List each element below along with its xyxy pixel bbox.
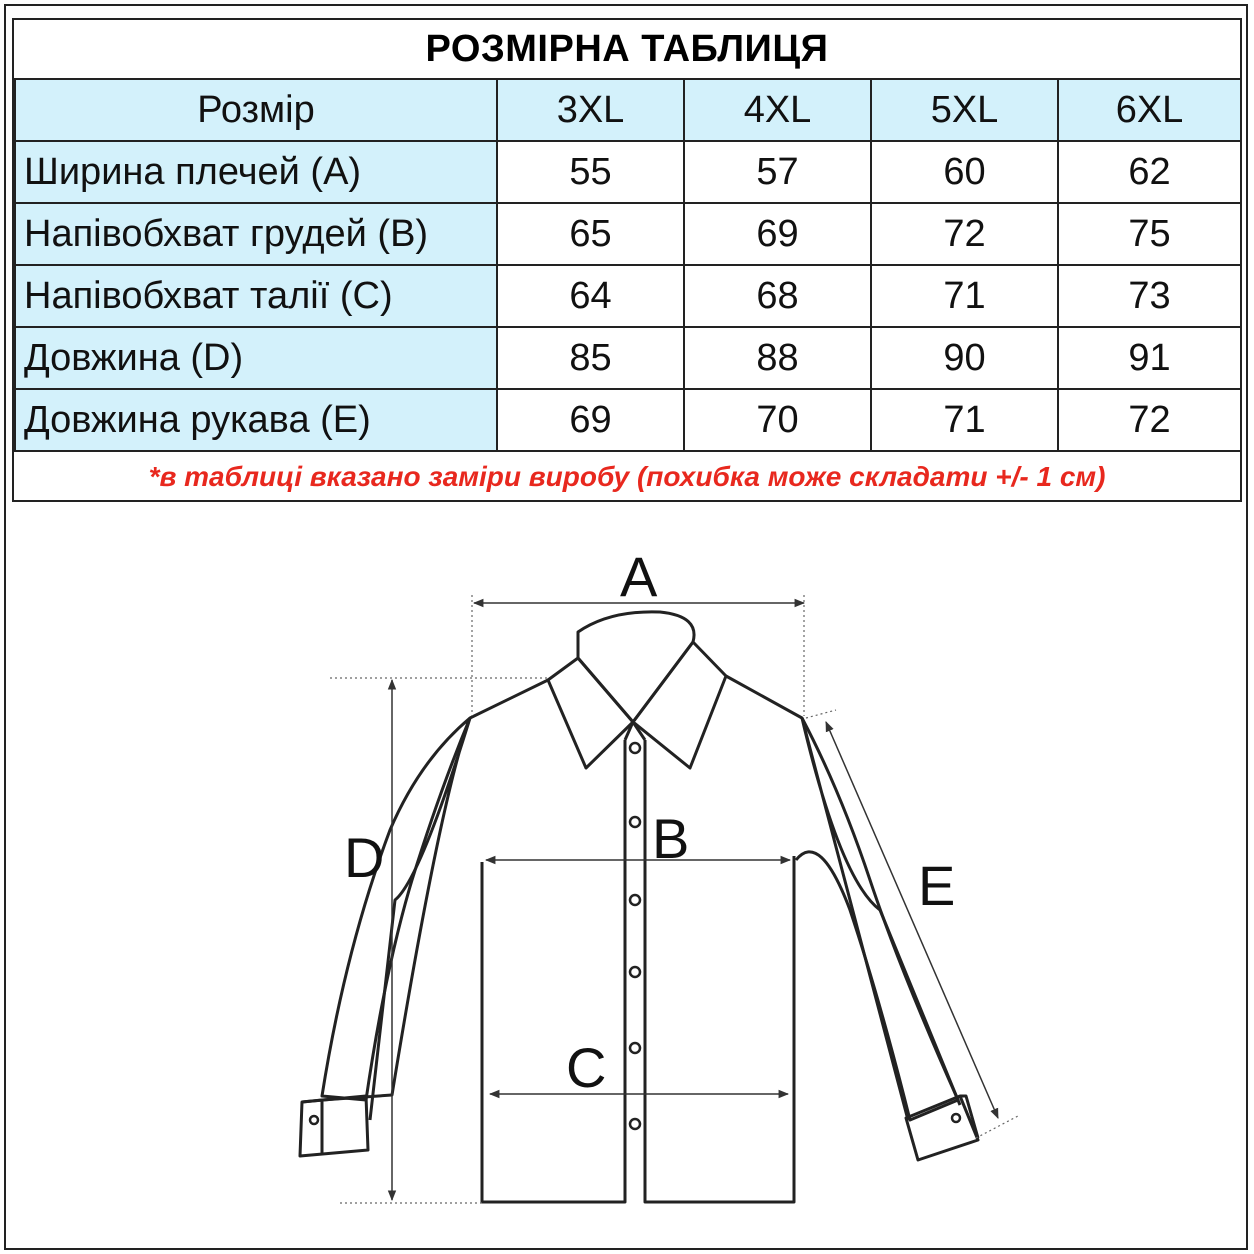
table-cell: 71 (871, 389, 1058, 451)
measurement-note: *в таблиці вказано заміри виробу (похибка може складати +/- 1 см) (148, 461, 1106, 492)
buttons (310, 743, 960, 1129)
table-cell: 88 (684, 327, 871, 389)
size-table (14, 78, 1242, 452)
table-row (15, 203, 1241, 265)
left-sleeve (322, 718, 470, 1100)
button-icon (630, 1043, 640, 1053)
row-label: Ширина плечей (А) (15, 141, 497, 203)
shirt-body (322, 676, 960, 1120)
table-cell: 70 (684, 389, 871, 451)
header-row (15, 79, 1241, 141)
table-cell: 72 (871, 203, 1058, 265)
label-b: B (652, 807, 690, 870)
table-cell: 85 (497, 327, 684, 389)
table-cell: 72 (1058, 389, 1241, 451)
table-cell: 69 (684, 203, 871, 265)
right-sleeve (796, 718, 958, 1120)
button-icon (630, 895, 640, 905)
collar-left-wing (548, 658, 633, 768)
label-d: D (344, 826, 385, 889)
shirt-measurement-diagram (0, 520, 1254, 1250)
table-cell: 69 (497, 389, 684, 451)
table-cell: 90 (871, 327, 1058, 389)
left-cuff-tab (302, 1100, 322, 1154)
button-icon (630, 817, 640, 827)
button-icon (952, 1114, 960, 1122)
header-3xl: 3XL (497, 79, 684, 141)
table-row (15, 141, 1241, 203)
table-cell: 71 (871, 265, 1058, 327)
table-row (15, 327, 1241, 389)
button-icon (310, 1116, 318, 1124)
label-e: E (918, 854, 956, 917)
header-4xl: 4XL (684, 79, 871, 141)
table-cell: 64 (497, 265, 684, 327)
table-cell: 68 (684, 265, 871, 327)
collar (578, 612, 694, 722)
header-size-label: Розмір (15, 79, 497, 141)
table-cell: 62 (1058, 141, 1241, 203)
table-title: РОЗМІРНА ТАБЛИЦЯ (425, 27, 829, 70)
row-label: Напівобхват грудей (В) (15, 203, 497, 265)
table-cell: 55 (497, 141, 684, 203)
table-cell: 60 (871, 141, 1058, 203)
size-table-panel (12, 18, 1242, 502)
button-icon (630, 967, 640, 977)
header-5xl: 5XL (871, 79, 1058, 141)
table-cell: 75 (1058, 203, 1241, 265)
table-cell: 65 (497, 203, 684, 265)
table-row (15, 265, 1241, 327)
guide-lines (330, 595, 1018, 1203)
row-label: Довжина (D) (15, 327, 497, 389)
row-label: Напівобхват талії (С) (15, 265, 497, 327)
collar-right-wing (633, 642, 726, 768)
table-cell: 73 (1058, 265, 1241, 327)
table-row (15, 389, 1241, 451)
button-icon (630, 1119, 640, 1129)
left-cuff (300, 1096, 368, 1156)
label-c: C (566, 1036, 607, 1099)
label-a: A (620, 545, 658, 608)
shirt-outline (300, 612, 978, 1202)
table-cell: 91 (1058, 327, 1241, 389)
row-label: Довжина рукава (Е) (15, 389, 497, 451)
button-icon (630, 743, 640, 753)
table-cell: 57 (684, 141, 871, 203)
header-6xl: 6XL (1058, 79, 1241, 141)
